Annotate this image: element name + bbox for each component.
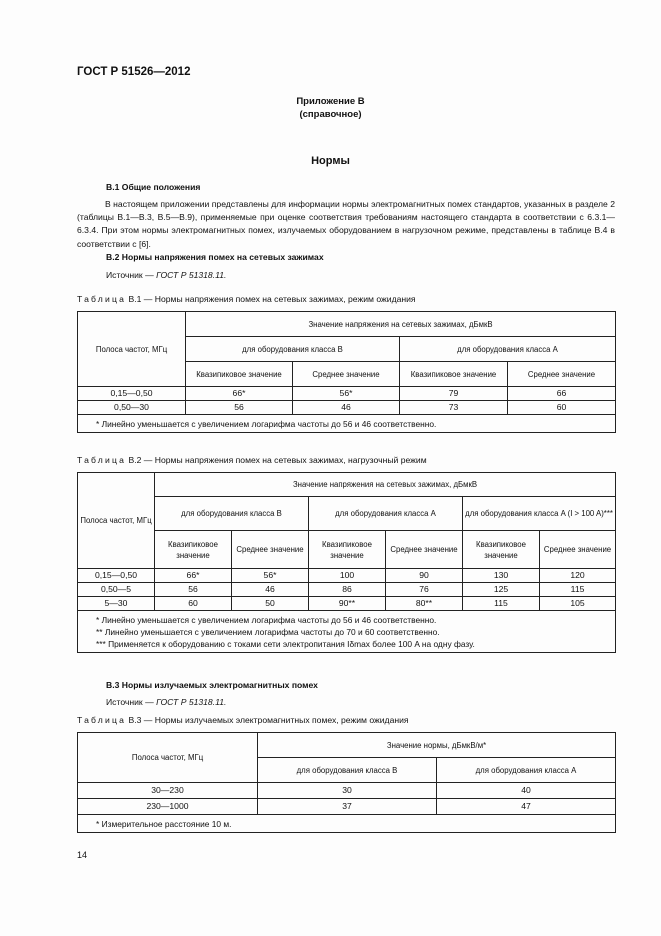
cell: 120 — [540, 569, 616, 583]
cell: 130 — [463, 569, 540, 583]
annex-subtitle: (справочное) — [299, 109, 362, 120]
table2-avg-b: Среднее значение — [232, 531, 309, 569]
cell: 30—230 — [78, 783, 258, 799]
caption-prefix: Таблица — [77, 294, 127, 304]
cell: 100 — [309, 569, 386, 583]
table2-qp-a: Квазипиковое значение — [309, 531, 386, 569]
b3-heading: В.3 Нормы излучаемых электромагнитных помех — [106, 680, 318, 690]
cell: 115 — [463, 597, 540, 611]
cell: 90 — [386, 569, 463, 583]
b2-source — [106, 270, 226, 280]
table1-notes — [78, 415, 616, 433]
cell: 56 — [186, 401, 293, 415]
cell: 79 — [400, 387, 508, 401]
cell: 125 — [463, 583, 540, 597]
annex-title: Приложение В — [296, 96, 365, 107]
cell: 30 — [258, 783, 437, 799]
cell: 47 — [437, 799, 616, 815]
table1-qp-a: Квазипиковое значение — [400, 362, 508, 387]
cell: 0,15—0,50 — [78, 569, 155, 583]
b3-source — [106, 697, 226, 707]
cell: 90** — [309, 597, 386, 611]
cell: 0,50—30 — [78, 401, 186, 415]
table3-class-b: для оборудования класса B — [258, 758, 437, 783]
table1-class-a: для оборудования класса A — [400, 337, 616, 362]
table1-qp-b: Квазипиковое значение — [186, 362, 293, 387]
table3-group-header: Значение нормы, дБмкВ/м* — [258, 733, 616, 758]
cell: 56 — [155, 583, 232, 597]
table2-qp-a-big: Квазипиковое значение — [463, 531, 540, 569]
cell: 56* — [293, 387, 400, 401]
cell: 0,50—5 — [78, 583, 155, 597]
table2-group-header: Значение напряжения на сетевых зажимах, дБмкВ — [155, 473, 616, 497]
table2-class-b: для оборудования класса B — [155, 497, 309, 531]
cell: 60 — [508, 401, 616, 415]
table2-class-a: для оборудования класса A — [309, 497, 463, 531]
cell: 56* — [232, 569, 309, 583]
caption-text: В.3 — Нормы излучаемых электромагнитных помех, режим ожидания — [126, 715, 409, 725]
source-reference: ГОСТ Р 51318.11. — [156, 697, 227, 707]
table2-caption — [77, 455, 427, 465]
table1-avg-b: Среднее значение — [293, 362, 400, 387]
table3-col-freq: Полоса частот, МГц — [78, 733, 258, 783]
source-reference: ГОСТ Р 51318.11. — [156, 270, 227, 280]
table1-avg-a: Среднее значение — [508, 362, 616, 387]
caption-prefix: Таблица — [77, 715, 127, 725]
cell: 80** — [386, 597, 463, 611]
cell: 50 — [232, 597, 309, 611]
cell: 60 — [155, 597, 232, 611]
standard-header: ГОСТ Р 51526—2012 — [77, 66, 191, 78]
annex-heading — [0, 95, 661, 121]
table-row — [78, 569, 616, 583]
table-note: ** Линейно уменьшается с увеличением логарифма частоты до 70 и 60 соответственно. — [96, 626, 440, 637]
section-title: Нормы — [311, 155, 350, 167]
cell: 46 — [293, 401, 400, 415]
cell: 66 — [508, 387, 616, 401]
table-note: * Измерительное расстояние 10 м. — [96, 818, 232, 829]
table-row — [78, 597, 616, 611]
cell: 66* — [186, 387, 293, 401]
caption-text: В.2 — Нормы напряжения помех на сетевых зажимах, нагрузочный режим — [126, 455, 427, 465]
table2-avg-a: Среднее значение — [386, 531, 463, 569]
cell: 0,15—0,50 — [78, 387, 186, 401]
caption-text: В.1 — Нормы напряжения помех на сетевых зажимах, режим ожидания — [126, 294, 416, 304]
b1-paragraph: В настоящем приложении представлены для информации нормы электромагнитных помех стандартов, указанных в разделе 2 (таблицы В.1—В.3, В.5—В.9), применяемые при оценке соответствия требованиям настоящего стандарта в соответствии с 6.3.1—6.3.4. При этом нормы электромагнитных помех, излучаемых оборудованием в нагрузочном режиме, представлены в таблице В.4 в соответствии с [6]. — [77, 199, 615, 249]
b1-heading: В.1 Общие положения — [106, 182, 201, 192]
table-row — [78, 583, 616, 597]
cell: 40 — [437, 783, 616, 799]
table-row — [78, 783, 616, 799]
table3-class-a: для оборудования класса A — [437, 758, 616, 783]
cell: 115 — [540, 583, 616, 597]
cell: 5—30 — [78, 597, 155, 611]
cell: 37 — [258, 799, 437, 815]
table2-notes — [78, 611, 616, 653]
cell: 230—1000 — [78, 799, 258, 815]
table-note: *** Применяется к оборудованию с токами сети электропитания Iδmax более 100 A на одну фазу. — [96, 638, 475, 649]
cell: 66* — [155, 569, 232, 583]
table-row — [78, 799, 616, 815]
table-note: * Линейно уменьшается с увеличением логарифма частоты до 56 и 46 соответственно. — [96, 614, 437, 625]
table1-class-b: для оборудования класса B — [186, 337, 400, 362]
caption-prefix: Таблица — [77, 455, 127, 465]
cell: 86 — [309, 583, 386, 597]
table3-notes — [78, 815, 616, 833]
table2-qp-b: Квазипиковое значение — [155, 531, 232, 569]
table3 — [77, 732, 616, 833]
cell: 73 — [400, 401, 508, 415]
page-number: 14 — [77, 850, 88, 860]
cell: 76 — [386, 583, 463, 597]
table2-class-a-big: для оборудования класса A (I > 100 A)*** — [463, 497, 616, 531]
table-row — [78, 387, 616, 401]
table1 — [77, 311, 616, 433]
table-row — [78, 401, 616, 415]
table2-avg-a-big: Среднее значение — [540, 531, 616, 569]
table1-col-freq: Полоса частот, МГц — [78, 312, 186, 387]
table-note: * Линейно уменьшается с увеличением логарифма частоты до 56 и 46 соответственно. — [96, 418, 437, 429]
table1-group-header: Значение напряжения на сетевых зажимах, дБмкВ — [186, 312, 616, 337]
cell: 46 — [232, 583, 309, 597]
source-label: Источник — — [106, 270, 157, 280]
table2 — [77, 472, 616, 653]
b2-heading: В.2 Нормы напряжения помех на сетевых зажимах — [106, 252, 324, 262]
table1-caption — [77, 294, 416, 304]
source-label: Источник — — [106, 697, 157, 707]
table3-caption — [77, 715, 409, 725]
cell: 105 — [540, 597, 616, 611]
table2-col-freq: Полоса частот, МГц — [78, 473, 155, 569]
